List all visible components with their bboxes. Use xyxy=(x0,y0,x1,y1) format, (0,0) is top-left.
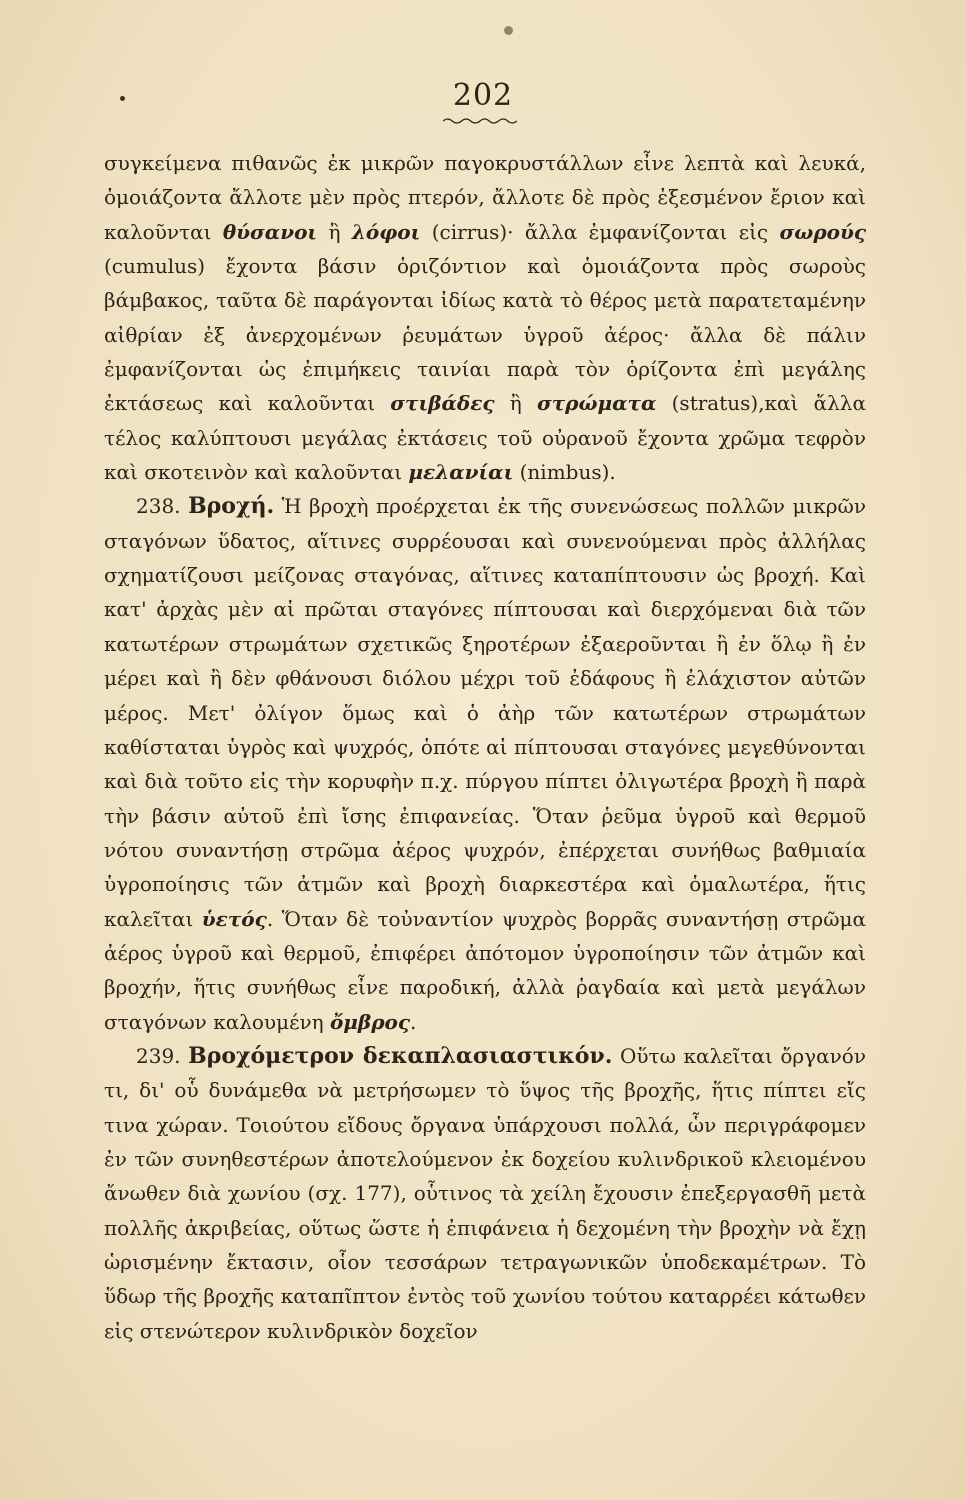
ink-smudge xyxy=(504,26,513,35)
emphasized-term: στρώματα xyxy=(536,391,657,416)
text-run: Ἡ βροχὴ προέρχεται ἐκ τῆς συνενώσεως πολλῶν μικρῶν σταγόνων ὕδατος, αἵτινες συρρέουσαι καὶ συνενούμεναι πρὸς ἀλλήλας σχηματίζουσι μείζονας σταγόνας, αἵτινες καταπίπτουσιν ὡς βροχή. Καὶ κατ' ἀρχὰς μὲν αἱ πρῶται σταγόνες πίπτουσαι καὶ διερχόμεναι διὰ τῶν κατωτέρων στρωμάτων σχετικῶς ξηροτέρων ἐξαεροῦνται ἢ ἐν ὅλῳ ἢ ἐν μέρει καὶ ἢ δὲν φθάνουσι διόλου μέχρι τοῦ ἐδάφους ἢ ἐλάχιστον αὐτῶν μέρος. Μετ' ὀλίγον ὅμως καὶ ὁ ἀὴρ τῶν κατωτέρων στρωμάτων καθίσταται ὑγρὸς καὶ ψυχρός, ὁπότε αἱ πίπτουσαι σταγόνες μεγεθύνονται καὶ διὰ τοῦτο εἰς τὴν κορυφὴν π.χ. πύργου πίπτει ὀλιγωτέρα βροχὴ ἢ παρὰ τὴν βάσιν αὐτοῦ ἐπὶ ἴσης ἐπιφανείας. Ὅταν ῥεῦμα ὑγροῦ καὶ θερμοῦ νότου συναντήσῃ στρῶμα ἀέρος ψυχρόν, ἐπέρχεται συνήθως βαθμιαία ὑγροποίησις τῶν ἀτμῶν καὶ βροχὴ διαρκεστέρα καὶ ὁμαλωτέρα, ἥτις καλεῖται xyxy=(104,494,867,931)
emphasized-term: θύσανοι xyxy=(222,219,318,244)
emphasized-term: λόφοι xyxy=(351,219,421,244)
page-number-underline xyxy=(443,117,517,125)
text-run: (cumulus) ἔχοντα βάσιν ὁριζόντιον καὶ ὁμοιάζοντα πρὸς σωροὺς βάμβακος, ταῦτα δὲ παράγονται ἰδίως κατὰ τὸ θέρος μετὰ παρατεταμένην αἰθρίαν ἐξ ἀνερχομένων ῥευμάτων ὑγροῦ ἀέρος· ἄλλα δὲ πάλιν ἐμφανίζονται ὡς ἐπιμήκεις ταινίαι παρὰ τὸν ὁρίζοντα ἐπὶ μεγάλης ἐκτάσεως καὶ καλοῦνται xyxy=(104,254,866,416)
emphasized-term: ὑετός xyxy=(201,906,267,931)
section-heading: Βροχόμετρον δεκαπλασιαστικόν. xyxy=(188,1042,613,1069)
text-run: (stratus),καὶ ἄλλα τέλος καλύπτουσι μεγάλας ἐκτάσεις τοῦ οὐρανοῦ ἔχοντα χρῶμα τεφρὸν καὶ σκοτεινὸν καὶ καλοῦνται xyxy=(104,391,866,485)
text-run: ἢ xyxy=(494,391,537,416)
text-run: 238. xyxy=(136,494,189,519)
paragraph-clouds xyxy=(104,146,866,489)
text-run: . xyxy=(410,1009,417,1034)
page-number: 202 xyxy=(452,78,514,113)
text-run: συγκείμενα πιθανῶς ἐκ μικρῶν παγοκρυστάλλων εἶνε λεπτὰ καὶ λευκά, ὁμοιάζοντα ἄλλοτε μὲν πρὸς πτερόν, ἄλλοτε δὲ πρὸς ἐξεσμένον ἔριον καὶ καλοῦνται xyxy=(104,151,866,244)
emphasized-term: στιβάδες xyxy=(390,391,495,416)
body-text xyxy=(104,146,866,1348)
text-run: Οὕτω καλεῖται ὄργανόν τι, δι' οὗ δυνάμεθα νὰ μετρήσωμεν τὸ ὕψος τῆς βροχῆς, ἥτις πίπτει εἴς τινα χώραν. Τοιούτου εἴδους ὄργανα ὑπάρχουσι πολλά, ὧν περιγράφομεν ἐν τῶν συνηθεστέρων ἀποτελούμενον ἐκ δοχείου κυλινδρικοῦ κλειομένου ἄνωθεν διὰ χωνίου (σχ. 177), οὗτινος τὰ χείλη ἔχουσιν ἐπεξεργασθῆ μετὰ πολλῆς ἀκριβείας, οὕτως ὥστε ἡ ἐπιφάνεια ἡ δεχομένη τὴν βροχὴν νὰ ἔχῃ ὡρισμένην ἔκτασιν, οἷον τεσσάρων τετραγωνικῶν ὑποδεκαμέτρων. Τὸ ὕδωρ τῆς βροχῆς καταπῖπτον ἐντὸς τοῦ χωνίου τούτου καταρρέει κάτωθεν εἰς στενώτερον κυλινδρικὸν δοχεῖον xyxy=(104,1043,866,1343)
paragraph-239-rain-gauge xyxy=(104,1039,866,1348)
text-run: (nimbus). xyxy=(513,460,616,485)
emphasized-term: σωρούς xyxy=(779,219,867,244)
text-run: . Ὅταν δὲ τοὐναντίον ψυχρὸς βορρᾶς συναντήσῃ στρῶμα ἀέρος ὑγροῦ καὶ θερμοῦ, ἐπιφέρει ἀπότομον ὑγροποίησιν τῶν ἀτμῶν καὶ βροχήν, ἥτις συνήθως εἶνε παροδική, ἀλλὰ ῥαγδαία καὶ μετὰ μεγάλων σταγόνων καλουμένη xyxy=(104,906,867,1034)
emphasized-term: ὄμβρος xyxy=(329,1009,411,1034)
paragraph-238-rain xyxy=(104,489,866,1039)
text-run: (cirrus)· ἄλλα ἐμφανίζονται εἰς xyxy=(420,219,780,244)
text-run: ἢ xyxy=(317,219,352,244)
emphasized-term: μελανίαι xyxy=(408,460,514,485)
text-run: 239. xyxy=(136,1043,189,1068)
section-heading: Βροχή. xyxy=(188,493,275,520)
